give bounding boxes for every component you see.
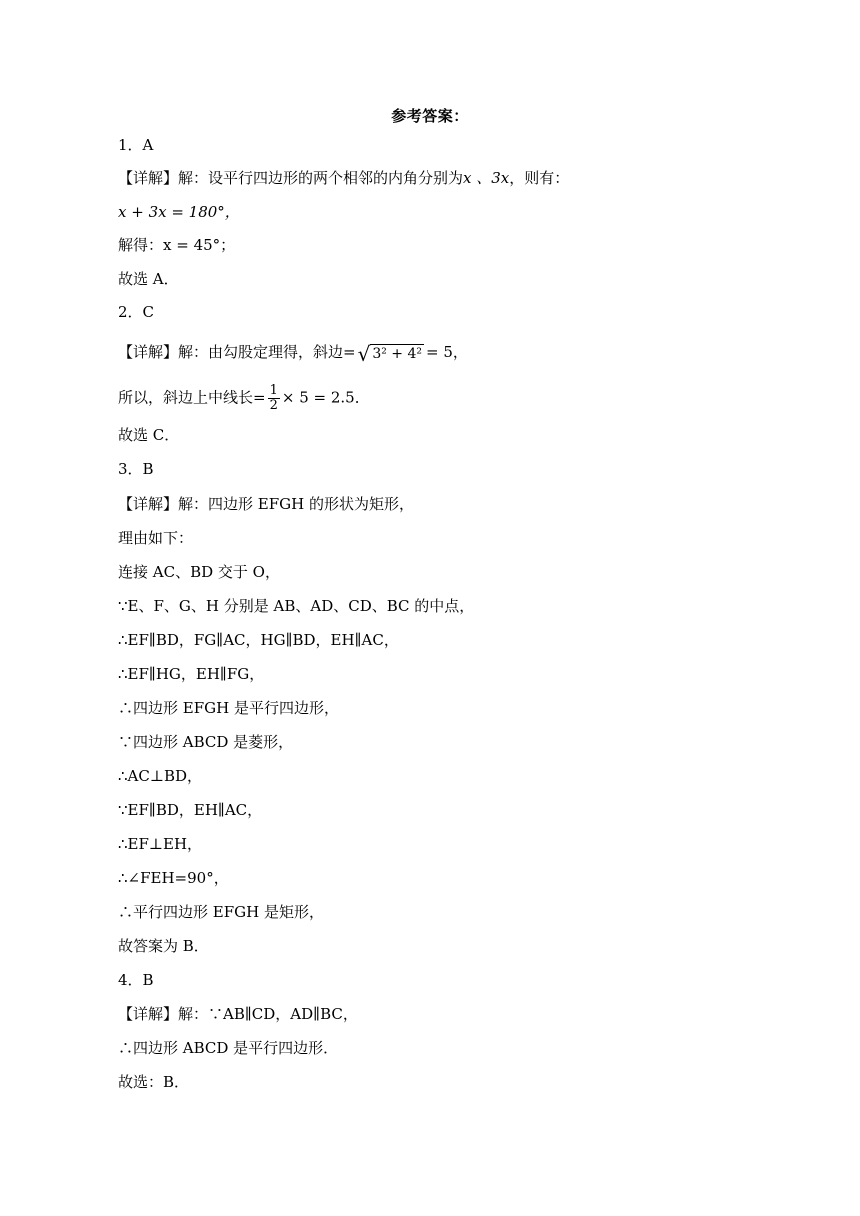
q1-solution: 解得：x = 45°； [118, 236, 236, 254]
fraction [268, 384, 280, 413]
q2-median-result: × 5 = 2.5． [281, 388, 370, 407]
q3-line: ∴EF∥HG，EH∥FG， [118, 665, 265, 683]
q2-explanation-text: 【详解】解：由勾股定理得，斜边= [118, 343, 356, 361]
radicand: 3² + 4² [372, 346, 422, 362]
q1-explanation-line [118, 167, 569, 189]
q2-explanation-result: = 5， [426, 343, 468, 361]
q3-line: ∴AC⊥BD， [118, 767, 203, 785]
q2-median-line [118, 384, 370, 413]
q1-answer: 1．A [118, 136, 154, 154]
q3-line: ∴EF⊥EH， [118, 835, 203, 853]
q3-line: 【详解】解：四边形 EFGH 的形状为矩形， [118, 495, 414, 513]
q2-choice: 故选 C． [118, 426, 180, 444]
q1-choice: 故选 A． [118, 270, 179, 288]
q3-line: 理由如下： [118, 529, 194, 547]
fraction-denominator: 2 [269, 398, 278, 413]
q3-line: ∴四边形 EFGH 是平行四边形， [118, 699, 339, 717]
q3-line: ∴EF∥BD，FG∥AC，HG∥BD，EH∥AC， [118, 631, 399, 649]
q2-answer: 2．C [118, 303, 155, 321]
q1-explanation-end: ，则有： [509, 169, 570, 187]
q1-variables: x 、3x [463, 169, 510, 187]
q4-line: 故选：B． [118, 1073, 190, 1091]
square-root-expression [357, 342, 424, 366]
q3-line: ∵四边形 ABCD 是菱形， [118, 733, 294, 751]
q3-line: 连接 AC、BD 交于 O， [118, 563, 280, 581]
q3-line: ∴平行四边形 EFGH 是矩形， [118, 903, 324, 921]
q4-line: ∴四边形 ABCD 是平行四边形． [118, 1039, 339, 1057]
q3-answer: 3．B [118, 460, 154, 478]
q2-median-text: 所以，斜边上中线长= [118, 388, 266, 407]
q3-line: ∵E、F、G、H 分别是 AB、AD、CD、BC 的中点， [118, 597, 475, 615]
q2-explanation-line [118, 341, 468, 366]
q4-line: 【详解】解：∵AB∥CD，AD∥BC， [118, 1005, 358, 1023]
q4-answer: 4．B [118, 971, 154, 989]
q1-explanation-text: 【详解】解：设平行四边形的两个相邻的内角分别为 [118, 169, 464, 187]
q3-line: 故答案为 B． [118, 937, 209, 955]
q3-line: ∴∠FEH=90°， [118, 869, 229, 887]
q3-line: ∵EF∥BD，EH∥AC， [118, 801, 263, 819]
fraction-numerator: 1 [269, 383, 278, 398]
page-title: 参考答案： [391, 107, 469, 125]
q1-equation: x + 3x = 180°， [118, 203, 240, 221]
radical-sign-icon: √ [357, 342, 371, 366]
